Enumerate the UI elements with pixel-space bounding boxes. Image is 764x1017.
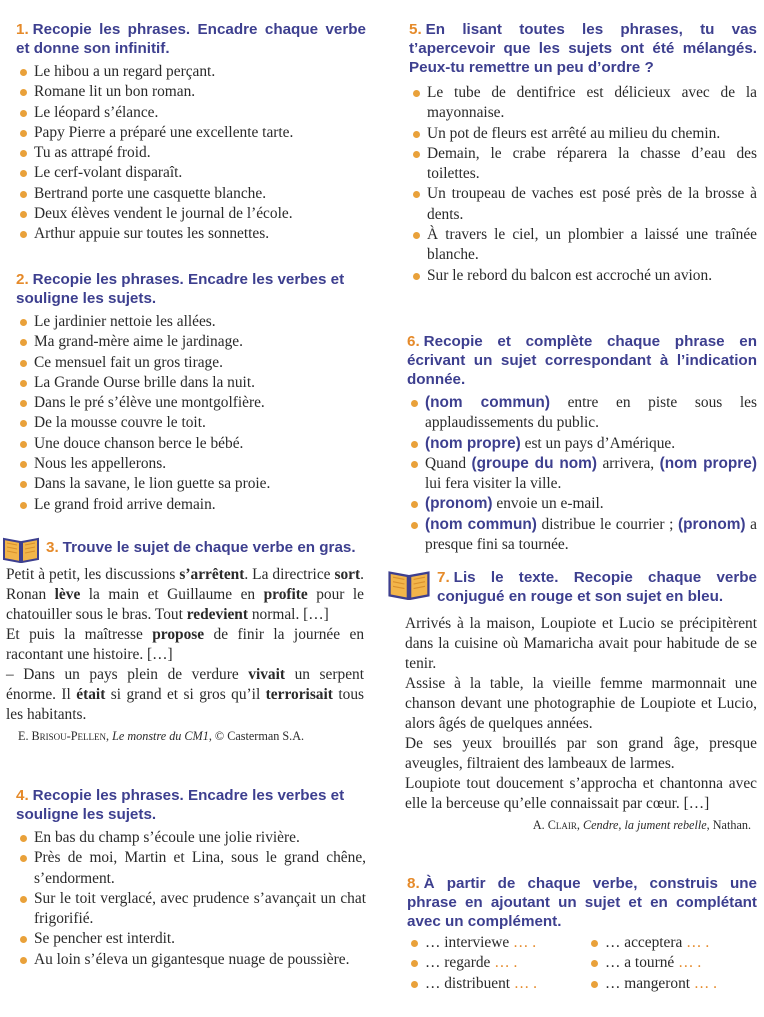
text-run: arrivera, [596,454,660,472]
ellipsis: … . [693,974,717,992]
list-item: Ce mensuel fait un gros tirage. [16,353,366,373]
exercise-7-paragraph: Loupiote tout doucement s’approcha et chantonna avec elle la berceuse qu’elle connaissait par cœur. […] [405,775,757,812]
exercise-8-title: 8. À partir de chaque verbe, construis une phrase en ajoutant un sujet et en complétant avec un complément. [407,875,757,930]
text-run: un serpent énorme. Il [6,666,364,703]
grammar-keyword: (pronom) [678,515,746,533]
text-run: Et puis la maîtresse [6,626,153,643]
bold-verb: sort [334,566,361,583]
text-run: tous les habitants. [6,686,365,723]
list-item [407,393,757,434]
exercise-1-list [16,62,366,245]
exercise-5-list [409,83,757,286]
exercise-5 [409,20,757,286]
verb-text: … distribuent [425,974,514,992]
list-item: Ma grand-mère aime le jardinage. [16,332,366,352]
list-item: La Grande Ourse brille dans la nuit. [16,373,366,393]
list-item: En bas du champ s’écoule une jolie rivière. [16,828,366,848]
grammar-keyword: (pronom) [425,495,493,513]
list-item [407,515,757,556]
exercise-1 [16,20,366,245]
grammar-keyword: (nom propre) [425,434,521,452]
bold-verb: s’arrêtent [179,566,245,583]
exercise-1-title: 1. Recopie les phrases. Encadre chaque verbe et donne son infinitif. [16,21,366,57]
text-run: Quand [425,454,472,472]
list-item: Arthur appuie sur toutes les sonnettes. [16,224,366,244]
exercise-3-citation: E. Brisou-Pellen, Le monstre du CM1, © Casterman S.A. [18,729,305,743]
ellipsis: … . [686,934,710,951]
text-run: Petit à petit, les discussions [6,566,180,583]
text-run: est un pays d’Amérique. [520,434,676,452]
text-run: a presque fini sa tournée. [425,515,758,554]
bold-verb: propose [152,626,205,643]
text-run: envoie un e-mail. [492,495,604,513]
list-item: Près de moi, Martin et Lina, sous le grand chêne, s’endorment. [16,848,366,889]
verb-text: … acceptera [605,934,687,951]
exercise-7-paragraph: De ses yeux brouillés par son grand âge, presque aveugles, filtraient des lambeaux de larmes. [405,735,757,772]
grammar-keyword: (groupe du nom) [471,454,597,472]
exercise-4-list [16,828,366,970]
grammar-keyword: (nom commun) [425,394,550,411]
bold-verb: était [76,686,106,703]
list-item: Nous les appellerons. [16,454,366,474]
exercise-8-column-1 [407,933,587,994]
exercise-7-title: 7. Lis le texte. Recopie chaque verbe conjugué en rouge et son sujet en bleu. [437,569,757,605]
list-item: Le léopard s’élance. [16,103,366,123]
exercise-7-citation: A. Clair, Cendre, la jument rebelle, Nathan. [532,818,751,832]
verb-item [407,974,587,994]
exercise-3-paragraph-3 [6,665,364,725]
list-item: Romane lit un bon roman. [16,82,366,102]
text-run: lui fera visiter la ville. [425,475,562,493]
bold-verb: terrorisait [265,686,333,703]
exercise-3-paragraph-2 [6,625,364,665]
verb-item [587,933,757,953]
bold-verb: profite [263,586,308,603]
list-item: Dans la savane, le lion guette sa proie. [16,474,366,494]
list-item: Se pencher est interdit. [16,929,366,949]
grammar-keyword: (nom commun) [425,515,537,533]
verb-item [587,953,757,973]
text-run: – Dans un pays plein de verdure [6,666,249,683]
text-run: de finir la journée en racontant une histoire. […] [6,626,365,663]
exercise-3-text [6,565,364,725]
list-item [407,494,757,514]
open-book-icon [387,568,431,600]
text-run: pour le chatouiller sous le bras. Tout [6,586,364,623]
bold-verb: lève [54,586,81,603]
text-run: entre en piste sous les applaudissements du public. [425,394,757,432]
verb-text: … mangeront [605,974,694,992]
list-item: Le cerf-volant disparaît. [16,163,366,183]
exercise-4-title: 4. Recopie les phrases. Encadre les verbes et souligne les sujets. [16,787,345,823]
exercise-7 [405,568,757,834]
list-item: Sur le rebord du balcon est accroché un avion. [409,266,757,286]
verb-text: … interviewe [425,934,514,951]
list-item: Dans le pré s’élève une montgolfière. [16,393,366,413]
text-run: . Ronan [6,566,364,603]
list-item: Le grand froid arrive demain. [16,495,366,515]
exercise-6-list [407,393,757,555]
exercise-3-paragraph-1 [6,565,364,625]
list-item: Le tube de dentifrice est délicieux avec de la mayonnaise. [409,83,757,124]
verb-text: … a tourné [605,954,679,972]
verb-item [587,974,757,994]
list-item: Bertrand porte une casquette blanche. [16,184,366,204]
list-item: Une douce chanson berce le bébé. [16,434,366,454]
open-book-icon [2,535,40,563]
text-run: normal. […] [248,606,329,623]
list-item: Un troupeau de vaches est posé près de la brosse à dents. [409,184,757,225]
exercise-7-text [405,614,757,814]
exercise-2-list [16,312,366,515]
text-run: distribue le courrier ; [536,515,679,533]
list-item: Un pot de fleurs est arrêté au milieu du chemin. [409,124,757,144]
list-item: Deux élèves vendent le journal de l’école. [16,204,366,224]
list-item: Au loin s’éleva un gigantesque nuage de poussière. [16,950,366,970]
exercise-2 [16,270,366,515]
list-item [407,454,757,495]
exercise-5-title: 5. En lisant toutes les phrases, tu vas t’apercevoir que les sujets ont été mélangés. Peux-tu remettre un peu d’ordre ? [409,21,757,76]
verb-item [407,933,587,953]
exercise-6-title: 6. Recopie et complète chaque phrase en écrivant un sujet correspondant à l’indication donnée. [407,333,757,388]
text-run: la main et Guillaume en [80,586,264,603]
verb-item [407,953,587,973]
ellipsis: … . [513,974,538,992]
ellipsis: … . [494,954,518,972]
list-item: Sur le toit verglacé, avec prudence s’avançait un chat frigorifié. [16,889,366,930]
list-item: De la mousse couvre le toit. [16,413,366,433]
exercise-4 [16,786,366,970]
exercise-8-verbs [407,933,757,994]
grammar-keyword: (nom propre) [659,454,757,472]
exercise-8-column-2 [587,933,757,994]
list-item [407,434,757,454]
ellipsis: … . [678,954,702,972]
exercise-8 [407,874,757,994]
bold-verb: vivait [248,666,286,683]
list-item: Le jardinier nettoie les allées. [16,312,366,332]
text-run: si grand et si gros qu’il [105,686,266,703]
bold-verb: redevient [186,606,248,623]
exercise-6 [407,332,757,555]
exercise-7-paragraph: Assise à la table, la vieille femme marmonnait une chanson devant une photographie de Loupiote et Lucio, alors âgés de quelques années. [405,675,757,732]
list-item: Papy Pierre a préparé une excellente tarte. [16,123,366,143]
verb-text: … regarde [425,954,495,972]
text-run: . La directrice [244,566,335,583]
list-item: Demain, le crabe réparera la chasse d’eau des toilettes. [409,144,757,185]
ellipsis: … . [513,934,537,951]
exercise-7-paragraph: Arrivés à la maison, Loupiote et Lucio se précipitèrent dans la cuisine où Mamaricha avait pour habitude de se tenir. [405,615,757,672]
list-item: À travers le ciel, un plombier a laissé une traînée blanche. [409,225,757,266]
exercise-3-title: 3. Trouve le sujet de chaque verbe en gras. [46,539,356,556]
exercise-3 [6,538,364,745]
list-item: Le hibou a un regard perçant. [16,62,366,82]
list-item: Tu as attrapé froid. [16,143,366,163]
exercise-2-title: 2. Recopie les phrases. Encadre les verbes et souligne les sujets. [16,271,345,307]
